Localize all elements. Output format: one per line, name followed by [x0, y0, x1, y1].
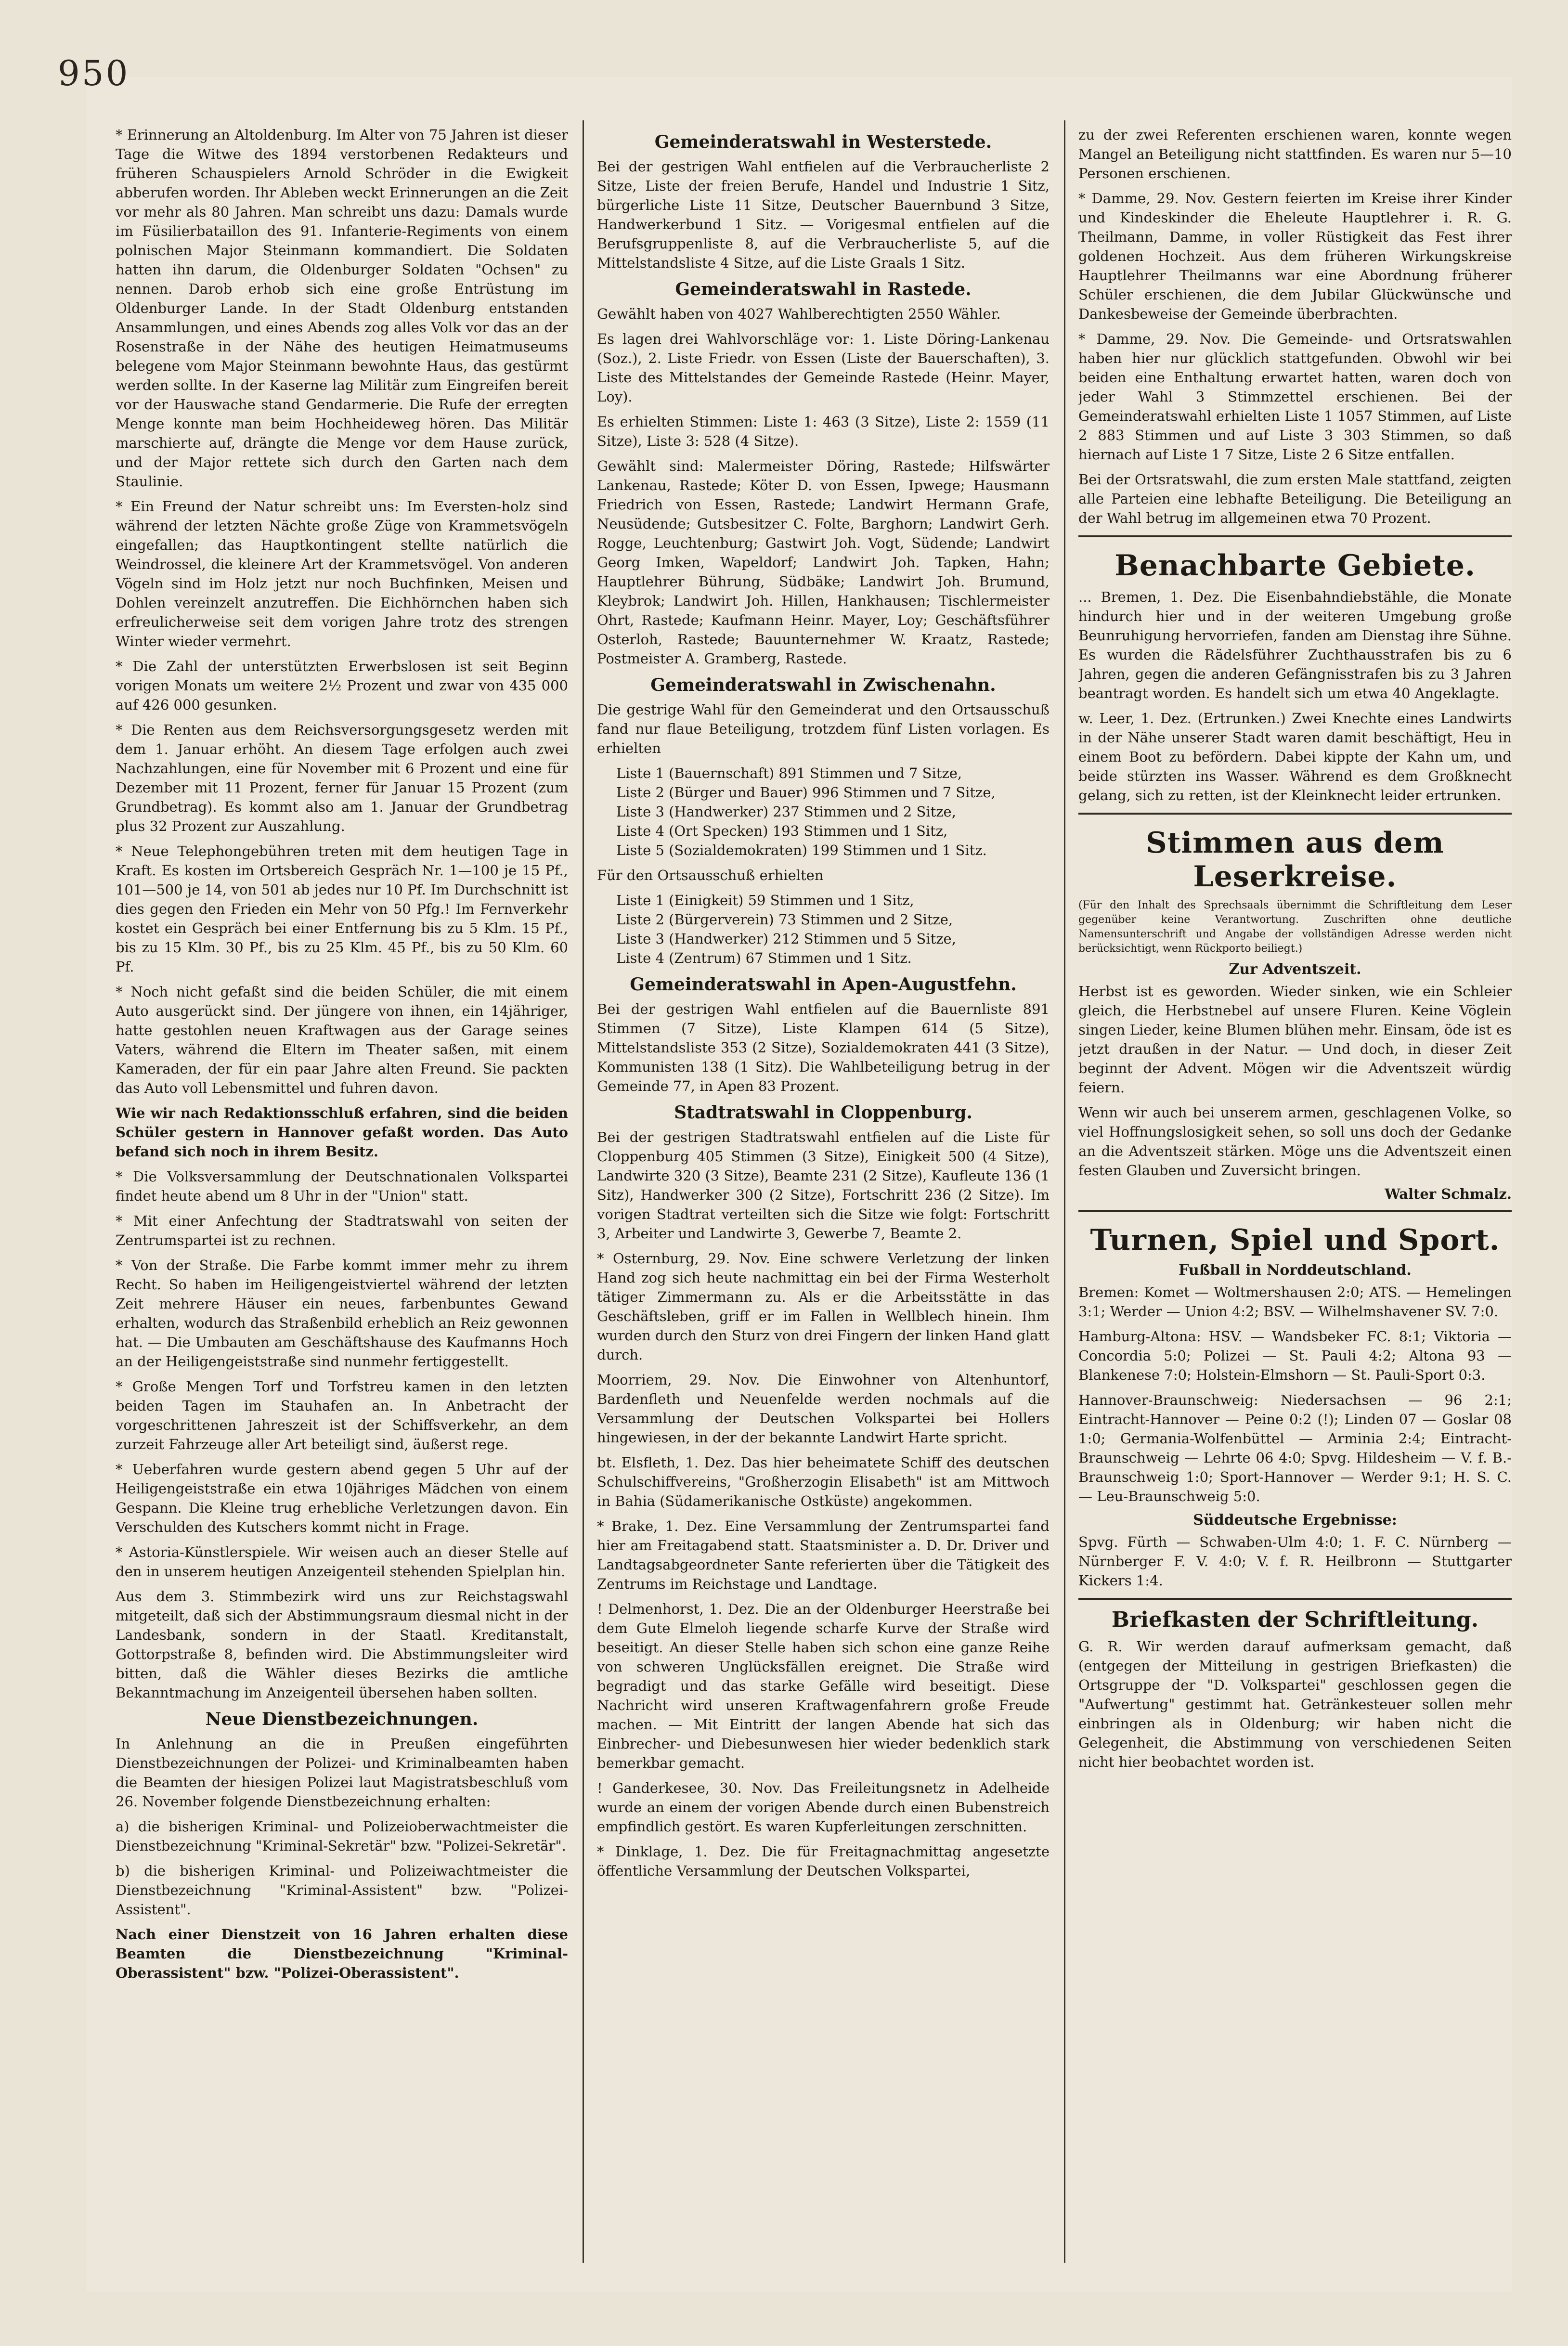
divider	[1078, 813, 1512, 815]
article-strasse: * Von der Straße. Die Farbe kommt immer mehr zu ihrem Recht. So haben im Heiligengeistviertel während der letzten Zeit mehrere Häuser ein neues, farbenbuntes Gewand erhalten, wodurch das Straßenbild erheblich an Reiz gewonnen hat. — Die Umbauten am Geschäftshause des Kaufmanns Hoch an der Heiligengeiststraße sind nunmehr fertiggestellt.	[116, 1257, 568, 1370]
list-item: Liste 2 (Bürgerverein) 73 Stimmen und 2 Sitze,	[616, 911, 953, 928]
article-brake: * Brake, 1. Dez. Eine Versammlung der Zentrumspartei fand hier am Freitagabend statt. Staatsminister a. D. Dr. Driver und Landtagsabgeordneter Sante referierten über die Tätigkeit des Zentrums im Reichstage und Landtage.	[597, 1518, 1050, 1592]
heading-dienstbezeichnungen: Neue Dienstbezeichnungen.	[205, 1709, 479, 1729]
list-item: Liste 4 (Zentrum) 67 Stimmen und 1 Sitz.	[616, 950, 912, 966]
divider	[1078, 1210, 1512, 1212]
list-item: Liste 5 (Sozialdemokraten) 199 Stimmen und 1 Sitz.	[616, 842, 987, 858]
divider	[1078, 535, 1512, 537]
article-telephon: * Neue Telephongebühren treten mit dem heutigen Tage in Kraft. Es kosten im Ortsbereich Gespräch Nr. 1—100 je 15 Pf., 101—500 je 14, von 501 ab jedes nur 10 Pf. Im Durchschnitt ist dies gegen den Frieden ein Mehr von 50 Pfg.! Im Fernverkehr kostet ein Gespräch bei einer Entfernung bis zu 5 Klm. 15 Pf., bis zu 15 Klm. 30 Pf., bis zu 25 Klm. 45 Pf., bis zu 50 Klm. 60 Pf.	[116, 843, 568, 975]
heading-cloppenburg: Stadtratswahl in Cloppenburg.	[674, 1102, 972, 1123]
divider	[1078, 1598, 1512, 1600]
zwischenahn-ortsausschuss-list	[616, 891, 1050, 968]
article-altoldenburg: * Erinnerung an Altoldenburg. Im Alter von 75 Jahren ist dieser Tage die Witwe des 1894 verstorbenen Redakteurs und früheren Schauspielers Arnold Schröder in die Ewigkeit abberufen worden. Ihr Ableben weckt Erinnerungen an die Zeit vor mehr als 80 Jahren. Man schreibt uns dazu: Damals wurde im Füsilierbataillon des 91. Infanterie-Regiments von einem polnischen Major Steinmann kommandiert. Die Soldaten hatten ihn darum, die Oldenburger Soldaten "Ochsen" zu nennen. Darob erhob sich eine große Entrüstung im Oldenburger Lande. In der Stadt Oldenburg entstanden Ansammlungen, und eines Abends zog alles Volk vor das an der Rosenstraße in der Nähe des heutigen Heimatmuseums belegene vom Major Steinmann bewohnte Haus, das gestürmt werden sollte. In der Kaserne lag Militär zum Eingreifen bereit vor der Hauswache stand Gendarmerie. Die Rufe der erregten Menge konnte man beim Hochheideweg hören. Das Militär marschierte auf, drängte die Menge vor dem Hause zurück, und der Major rettete sich durch den Garten nach dem Staulinie.	[116, 127, 568, 490]
heading-turnen-spiel-sport: Turnen, Spiel und Sport.	[1090, 1223, 1500, 1257]
article-briefkasten: G. R. Wir werden darauf aufmerksam gemacht, daß (entgegen der Mitteilung in gestrigen Briefkasten) die Ortsgruppe der "D. Volkspartei" geschlossen gegen die "Aufwertung" gestimmt hat. Getränkesteuer sollen mehr einbringen als in Oldenburg; wir haben nicht die Gelegenheit, die Abstimmung von verschiedenen Seiten nicht hier beobachtet worden ist.	[1078, 1638, 1512, 1770]
results-sued: Spvg. Fürth — Schwaben-Ulm 4:0; 1. F. C. Nürnberg — Nürnberger F. V. 4:0; V. f. R. Heilbronn — Stuttgarter Kickers 1:4.	[1078, 1534, 1512, 1589]
zwischenahn-gemeinderat-list	[616, 764, 1050, 860]
article-ganderkesee: ! Ganderkesee, 30. Nov. Das Freileitungsnetz in Adelheide wurde an einem der vorigen Abende durch einen Bubenstreich empfindlich gestört. Es waren Kupferleitungen zerschnitten.	[597, 1780, 1050, 1835]
article-stimmbezirk: Aus dem 3. Stimmbezirk wird uns zur Reichstagswahl mitgeteilt, daß sich der Abstimmungsraum diesmal nicht in der Landesbank, sondern in der Staatl. Kreditanstalt, Gottorpstraße 8, befinden wird. Die Abstimmungsleiter wird bitten, daß die Wähler dieses Bezirks die amtliche Bekanntmachung im Anzeigenteil übersehen haben sollten.	[116, 1588, 568, 1701]
page-number: 950	[58, 53, 130, 93]
heading-adventszeit: Zur Adventszeit.	[1229, 961, 1361, 978]
article-volksversammlung: * Die Volksversammlung der Deutschnationalen Volkspartei findet heute abend um 8 Uhr in der "Union" statt.	[116, 1168, 568, 1204]
article-apen: Bei der gestrigen Wahl entfielen auf die Bauernliste 891 Stimmen (7 Sitze), Liste Klampen 614 (5 Sitze), Mittelstandsliste 353 (2 Sitze), Sozialdemokraten 441 (3 Sitze), Kommunisten 138 (1 Sitz). Die Wahlbeteiligung betrug in der Gemeinde 77, in Apen 83 Prozent.	[597, 1001, 1050, 1094]
article-dienst-a: a) die bisherigen Kriminal- und Polizeioberwachtmeister die Dienstbezeichnung "Kriminal-Sekretär" bzw. "Polizei-Sekretär".	[116, 1818, 568, 1854]
newspaper-page	[58, 53, 1512, 2292]
heading-apen: Gemeinderatswahl in Apen-Augustfehn.	[630, 974, 1017, 995]
article-bremen: ... Bremen, 1. Dez. Die Eisenbahndiebstähle, die Monate hindurch hier und in der weiteren Umgebung große Beunruhigung hervorriefen, fanden am Dienstag ihre Sühne. Es wurden die Rädelsführer Zuchthausstrafen bis zu 6 Jahren, gegen die anderen Gefängnisstrafen bis zu 3 Jahren beantragt worden. Es handelt sich um etwa 40 Angeklagte.	[1078, 589, 1512, 701]
article-advent-1: Herbst ist es geworden. Wieder sinken, wie ein Schleier gleich, die Herbstnebel auf unsere Fluren. Keine Vöglein singen Lieder, keine Blumen blühen mehr. Einsam, öde ist es jetzt draußen in der Natur. — Und doch, in dieser Zeit beginnt der Advent. Mögen wir die Adventszeit würdig feiern.	[1078, 983, 1512, 1096]
article-ortsausschuss: Für den Ortsausschuß erhielten	[597, 867, 824, 883]
article-rastede-stimmen: Es erhielten Stimmen: Liste 1: 463 (3 Sitze), Liste 2: 1559 (11 Sitze), Liste 3: 528 (4 Sitze).	[597, 414, 1050, 449]
column-2	[597, 125, 1050, 2263]
subheading-sueddeutsch: Süddeutsche Ergebnisse:	[1193, 1512, 1397, 1529]
heading-benachbarte-gebiete: Benachbarte Gebiete.	[1114, 549, 1476, 583]
article-advent-2: Wenn wir auch bei unserem armen, geschlagenen Volke, so viel Hoffnungslosigkeit sehen, so soll uns doch der Gedanke an die Adventszeit stärken. Möge uns die Adventszeit einen festen Glauben und Zuversicht bringen.	[1078, 1104, 1512, 1179]
sprechsaal-note: (Für den Inhalt des Sprechsaals übernimmt die Schriftleitung dem Leser gegenüber keine Verantwortung. Zuschriften ohne deutliche Namensunterschrift und Angabe der vollständigen Adresse werden nicht berücksichtigt, wenn Rückporto beiliegt.)	[1078, 899, 1512, 955]
column-rule-left	[583, 120, 584, 2263]
article-rastede-gewaehlt: Gewählt sind: Malermeister Döring, Rastede; Hilfswärter Lankenau, Rastede; Köter D. von Essen, Ipwege; Hausmann Friedrich von Essen, Rastede; Landwirt Hermann Grafe, Neusüdende; Gutsbesitzer C. Folte, Barghorn; Landwirt Gerh. Rogge, Leuchtenburg; Gastwirt Joh. Vogt, Südende; Landwirt Georg Imken, Wapeldorf; Landwirt Joh. Tapken, Hahn; Hauptlehrer Bührung, Südbäke; Landwirt Joh. Brumund, Kleybrok; Landwirt Joh. Hillen, Hankhausen; Tischlermeister Ohrt, Rastede; Kaufmann Heinr. Mayer, Loy; Geschäftsführer Osterloh, Rastede; Bauunternehmer W. Kraatz, Rastede; Postmeister A. Gramberg, Rastede.	[597, 458, 1050, 667]
heading-stimmen-leserkreise: Stimmen aus dem Leserkreise.	[1146, 826, 1444, 894]
article-ueberfahren: * Ueberfahren wurde gestern abend gegen 5 Uhr auf der Heiligengeiststraße ein etwa 10jähriges Mädchen von einem Gespann. Die Kleine trug erhebliche Verletzungen davon. Ein Verschulden des Kutschers kommt nicht in Frage.	[116, 1461, 568, 1535]
article-damme-hochzeit: * Damme, 29. Nov. Gestern feierten im Kreise ihrer Kinder und Kindeskinder die Eheleute Hauptlehrer i. R. G. Theilmann, Damme, in voller Rüstigkeit das Fest ihrer goldenen Hochzeit. Aus dem früheren Wirkungskreise Hauptlehrer Theilmanns war eine Abordnung früherer Schüler erschienen, die dem Jubilar Glückwünsche und Dankesbeweise der Gemeinde überbrachten.	[1078, 190, 1512, 322]
column-1	[116, 125, 568, 2263]
heading-rastede: Gemeinderatswahl in Rastede.	[675, 279, 972, 299]
article-astoria: * Astoria-Künstlerspiele. Wir weisen auch an dieser Stelle auf den in unserem heutigen Anzeigenteil stehenden Spielplan hin.	[116, 1544, 568, 1580]
heading-briefkasten: Briefkasten der Schriftleitung.	[1111, 1607, 1479, 1632]
article-damme-ortsrat: Bei der Ortsratswahl, die zum ersten Male stattfand, zeigten alle Parteien eine lebhafte Beteiligung. Die Beteiligung an der Wahl betrug im allgemeinen etwa 70 Prozent.	[1078, 471, 1512, 526]
article-dienst-c: Nach einer Dienstzeit von 16 Jahren erhalten diese Beamten die Dienstbezeichnung "Kriminal-Oberassistent" bzw. "Polizei-Oberassistent".	[116, 1926, 568, 1981]
signature: Walter Schmalz.	[1385, 1186, 1512, 1202]
article-delmenhorst: ! Delmenhorst, 1. Dez. Die an der Oldenburger Heerstraße bei dem Gute Elmeloh liegende scharfe Kurve der Straße wird beseitigt. An dieser Stelle haben sich schon eine ganze Reihe von schweren Unglücksfällen ereignet. Die Straße wird begradigt und das starke Gefälle wird beseitigt. Diese Nachricht wird unseren Kraftwagenfahrern große Freude machen. — Mit Eintritt der langen Abende hat sich das Einbrecher- und Diebesunwesen hier wieder bedenklich stark bemerkbar gemacht.	[597, 1601, 1050, 1771]
article-westerstede: Bei der gestrigen Wahl entfielen auf die Verbraucherliste 2 Sitze, Liste der freien Berufe, Handel und Industrie 1 Sitz, bürgerliche Liste 11 Sitze, Deutscher Bauernbund 3 Sitze, Handwerkerbund 1 Sitz. — Vorigesmal entfielen auf die Berufsgruppenliste 8, auf die Verbraucherliste 5, auf die Mittelstandsliste 4 Sitze, auf die Liste Graals 1 Sitz.	[597, 158, 1050, 271]
results-hamburg: Hamburg-Altona: HSV. — Wandsbeker FC. 8:1; Viktoria — Concordia 5:0; Polizei — St. Pauli 4:2; Altona 93 — Blankenese 7:0; Holstein-Elmshorn — St. Pauli-Sport 0:3.	[1078, 1328, 1512, 1383]
article-dinklage-cont: zu der zwei Referenten erschienen waren, konnte wegen Mangel an Beteiligung nicht stattfinden. Es waren nur 5—10 Personen erschienen.	[1078, 127, 1512, 181]
list-item: Liste 4 (Ort Specken) 193 Stimmen und 1 Sitz,	[616, 823, 948, 839]
article-schueler-nachtrag: Wie wir nach Redaktionsschluß erfahren, sind die beiden Schüler gestern in Hannover gefaßt worden. Das Auto befand sich noch in ihrem Besitz.	[116, 1105, 568, 1160]
article-torf: * Große Mengen Torf und Torfstreu kamen in den letzten beiden Tagen im Stauhafen an. In Anbetracht der vorgeschrittenen Jahreszeit ist der Schiffsverkehr, an dem zurzeit Fahrzeuge aller Art beteiligt sind, äußerst rege.	[116, 1378, 568, 1452]
article-moorriem: Moorriem, 29. Nov. Die Einwohner von Altenhuntorf, Bardenfleth und Neuenfelde werden nochmals auf die Versammlung der Deutschen Volkspartei bei Hollers hingewiesen, in der der bekannte Landwirt Harte spricht.	[597, 1372, 1050, 1446]
results-bremen: Bremen: Komet — Woltmershausen 2:0; ATS. — Hemelingen 3:1; Werder — Union 4:2; BSV. — Wilhelmshavener SV. 7:0.	[1078, 1284, 1512, 1320]
article-damme-wahlen: * Damme, 29. Nov. Die Gemeinde- und Ortsratswahlen haben hier nur glücklich stattgefunden. Obwohl wir bei beiden eine Enthaltung erwartet hatten, waren doch von jeder Wahl 3 Stimmzettel erschienen. Bei der Gemeinderatswahl erhielten Liste 1 1057 Stimmen, auf Liste 2 883 Stimmen und auf Liste 3 303 Stimmen, so daß hiernach auf Liste 1 7 Sitze, Liste 2 6 Sitze entfallen.	[1078, 331, 1512, 463]
article-rastede-wahlberechtigte: Gewählt haben von 4027 Wahlberechtigten 2550 Wähler.	[597, 306, 1001, 322]
subheading-fussball: Fußball in Norddeutschland.	[1179, 1262, 1412, 1279]
article-dienst-b: b) die bisherigen Kriminal- und Polizeiwachtmeister die Dienstbezeichnung "Kriminal-Assistent" bzw. "Polizei-Assistent".	[116, 1863, 568, 1918]
heading-zwischenahn: Gemeinderatswahl in Zwischenahn.	[650, 675, 996, 695]
article-natur: * Ein Freund der Natur schreibt uns: Im Eversten-holz sind während der letzten Nächte große Züge von Krammetsvögeln eingefallen; das Hauptkontingent stellte natürlich die Weindrossel, die kleinere Art der Krammetsvögel. Von anderen Vögeln sind im Holz jetzt nur noch Buchfinken, Meisen und Dohlen vereinzelt anzutreffen. Die Eichhörnchen haben sich erfreulicherweise seit dem vorigen Jahre trotz des strengen Winter wieder vermehrt.	[116, 498, 568, 649]
article-elsfleth: bt. Elsfleth, 1. Dez. Das hier beheimatete Schiff des deutschen Schulschiffvereins, "Großherzogin Elisabeth" ist am Mittwoch in Bahia (Südamerikanische Ostküste) angekommen.	[597, 1454, 1050, 1509]
article-erwerbslose: * Die Zahl der unterstützten Erwerbslosen ist seit Beginn vorigen Monats um weitere 2½ Prozent und zwar von 435 000 auf 426 000 gesunken.	[116, 658, 568, 713]
list-item: Liste 1 (Bauernschaft) 891 Stimmen und 7 Sitze,	[616, 765, 962, 781]
column-3	[1078, 125, 1512, 2263]
list-item: Liste 3 (Handwerker) 212 Stimmen und 5 Sitze,	[616, 931, 956, 947]
article-cloppenburg: Bei der gestrigen Stadtratswahl entfielen auf die Liste für Cloppenburg 405 Stimmen (3 Sitze), Einigkeit 500 (4 Sitze), Landwirte 320 (3 Sitze), Beamte 231 (2 Sitze), Kaufleute 136 (1 Sitz), Handwerker 300 (2 Sitze), Fortschritt 236 (2 Sitze). Im vorigen Stadtrat verteilten sich die Sitze wie folgt: Fortschritt 3, Arbeiter und Landwirte 3, Gewerbe 7, Beamte 2.	[597, 1129, 1050, 1242]
results-hannover: Hannover-Braunschweig: Niedersachsen — 96 2:1; Eintracht-Hannover — Peine 0:2 (!); Linden 07 — Goslar 08 1:0; Germania-Wolfenbüttel — Arminia 2:4; Eintracht-Braunschweig — Lehrte 06 4:0; Spvg. Hildesheim — V. f. B.-Braunschweig 1:0; Sport-Hannover — Werder 9:1; H. S. C. — Leu-Braunschweig 5:0.	[1078, 1392, 1512, 1504]
column-rule-right	[1064, 120, 1065, 2263]
article-dienst-intro: In Anlehnung an die in Preußen eingeführten Dienstbezeichnungen der Polizei- und Kriminalbeamten haben die Beamten der hiesigen Polizei laut Magistratsbeschluß vom 26. November folgende Dienstbezeichnung erhalten:	[116, 1736, 568, 1810]
list-item: Liste 3 (Handwerker) 237 Stimmen und 2 Sitze,	[616, 804, 956, 820]
heading-westerstede: Gemeinderatswahl in Westerstede.	[654, 132, 992, 152]
article-renten: * Die Renten aus dem Reichsversorgungsgesetz werden mit dem 1. Januar erhöht. An diesem Tage erfolgen auch zwei Nachzahlungen, eine für November mit 6 Prozent und eine für Dezember mit 11 Prozent, ferner für Januar 15 Prozent (zum Grundbetrag). Es kommt also am 1. Januar der Grundbetrag plus 32 Prozent zur Auszahlung.	[116, 722, 568, 834]
article-schueler: * Noch nicht gefaßt sind die beiden Schüler, die mit einem Auto ausgerückt sind. Der jüngere von ihnen, ein 14jähriger, hatte gestohlen neuen Kraftwagen aus der Garage seines Vaters, während die Eltern im Theater saßen, mit einem Kameraden, der für ein paar Jahre alten Freund. Sie packten das Auto voll Lebensmittel und fuhren davon.	[116, 984, 568, 1096]
article-zwischenahn: Die gestrige Wahl für den Gemeinderat und den Ortsausschuß fand nur flaue Beteiligung, trotzdem fünf Listen vorlagen. Es erhielten	[597, 701, 1050, 756]
article-osternburg: * Osternburg, 29. Nov. Eine schwere Verletzung der linken Hand zog sich heute nachmittag ein bei der Firma Westerholt tätiger Zimmermann zu. Als er die Arbeitsstätte in das Geschäftsleben, griff er im Fallen in Wellblech hinein. Ihm wurden durch den Sturz von drei Fingern der linken Hand glatt durch.	[597, 1250, 1050, 1363]
article-anfechtung: * Mit einer Anfechtung der Stadtratswahl von seiten der Zentrumspartei ist zu rechnen.	[116, 1213, 568, 1248]
article-dinklage: * Dinklage, 1. Dez. Die für Freitagnachmittag angesetzte öffentliche Versammlung der Deutschen Volkspartei,	[597, 1843, 1050, 1879]
list-item: Liste 1 (Einigkeit) 59 Stimmen und 1 Sitz,	[616, 892, 914, 908]
article-rastede-vorschlaege: Es lagen drei Wahlvorschläge vor: 1. Liste Döring-Lankenau (Soz.), 2. Liste Friedr. von Essen (Liste der Bauerschaften), 3. Liste des Mittelstandes der Gemeinde Rastede (Heinr. Mayer, Loy).	[597, 331, 1050, 405]
article-leer: w. Leer, 1. Dez. (Ertrunken.) Zwei Knechte eines Landwirts in der Nähe unserer Stadt waren damit beschäftigt, Heu in einem Boot zu befördern. Dabei kippte der Kahn um, und beide stürzten ins Wasser. Während es dem Großknecht gelang, sich zu retten, ist der Kleinknecht leider ertrunken.	[1078, 710, 1512, 804]
list-item: Liste 2 (Bürger und Bauer) 996 Stimmen und 7 Sitze,	[616, 784, 996, 801]
